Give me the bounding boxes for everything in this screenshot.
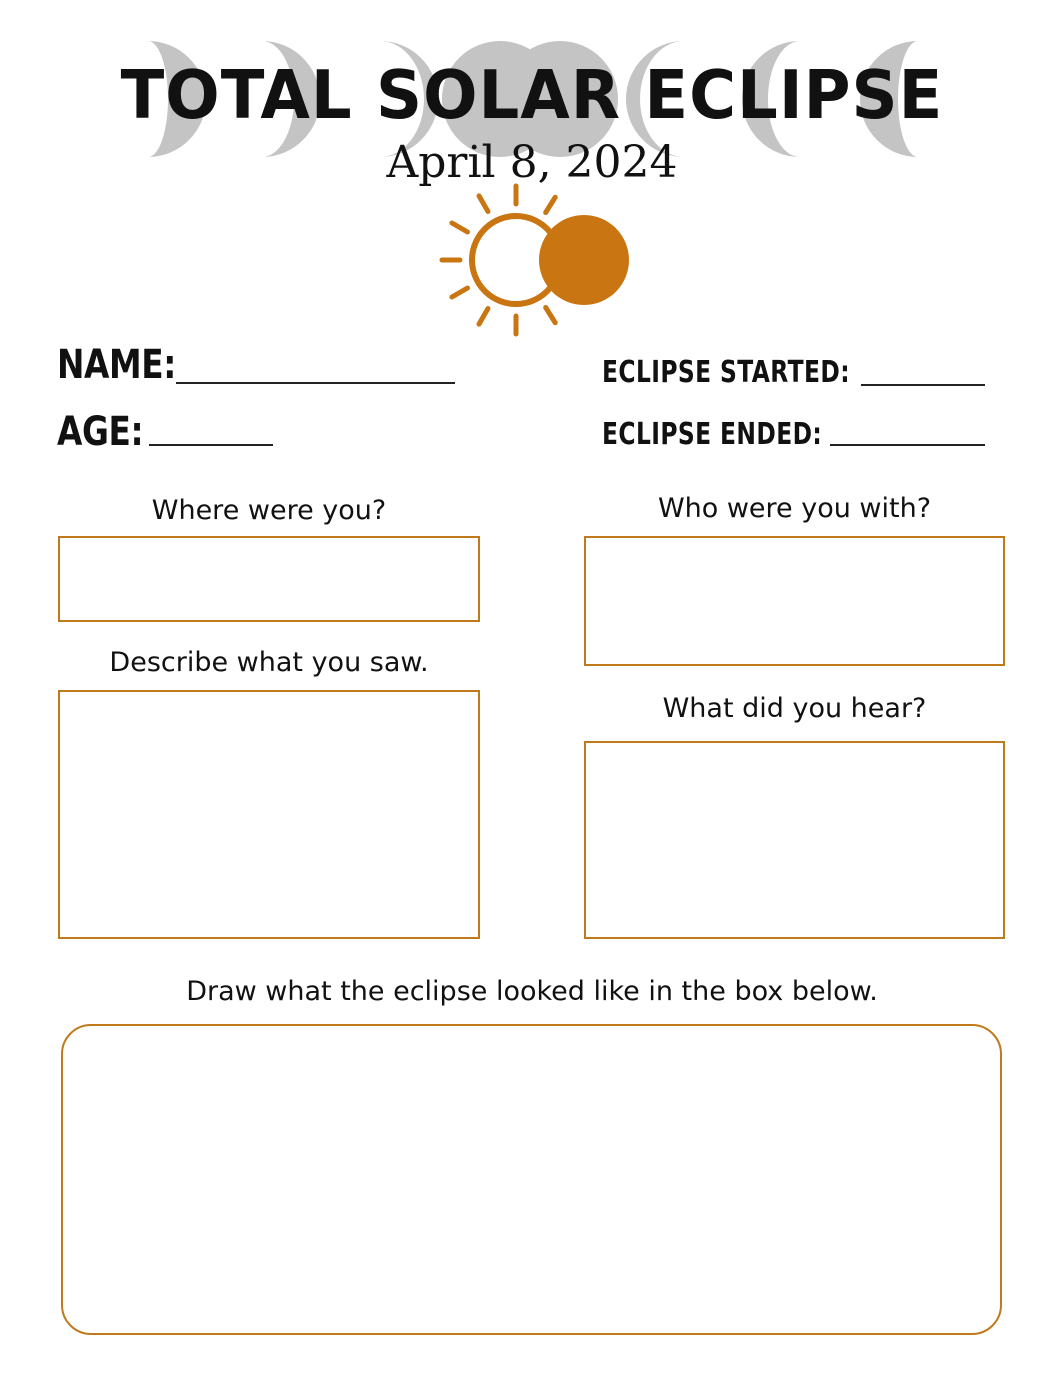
eclipse-started-input-line[interactable] xyxy=(861,384,985,386)
sun-ray xyxy=(452,223,468,232)
sun-ray xyxy=(452,288,468,297)
prompt-draw: Draw what the eclipse looked like in the box below. xyxy=(186,976,878,1007)
name-label: NAME: xyxy=(57,342,176,388)
hear-answer-box[interactable] xyxy=(584,741,1005,939)
sun-ray xyxy=(546,197,556,212)
describe-answer-box[interactable] xyxy=(58,690,480,939)
where-answer-box[interactable] xyxy=(58,536,480,622)
sun-ray xyxy=(479,308,488,324)
eclipse-ended-input-line[interactable] xyxy=(830,444,985,446)
age-input-line[interactable] xyxy=(149,444,273,446)
eclipse-started-label: ECLIPSE STARTED: xyxy=(602,355,850,390)
who-answer-box[interactable] xyxy=(584,536,1005,666)
eclipse-sun-icon xyxy=(430,180,640,342)
prompt-hear: What did you hear? xyxy=(662,693,927,724)
prompt-who: Who were you with? xyxy=(657,493,932,524)
eclipse-ended-label: ECLIPSE ENDED: xyxy=(602,417,823,452)
page-title: TOTAL SOLAR ECLIPSE xyxy=(120,57,944,135)
prompt-describe: Describe what you saw. xyxy=(109,647,429,678)
moon-disc xyxy=(539,215,629,305)
eclipse-date: April 8, 2024 xyxy=(386,137,678,188)
sun-ray xyxy=(546,307,556,322)
prompt-where: Where were you? xyxy=(151,495,387,526)
sun-ray xyxy=(479,196,488,212)
name-input-line[interactable] xyxy=(176,382,455,384)
drawing-box[interactable] xyxy=(61,1024,1002,1335)
age-label: AGE: xyxy=(57,409,144,455)
